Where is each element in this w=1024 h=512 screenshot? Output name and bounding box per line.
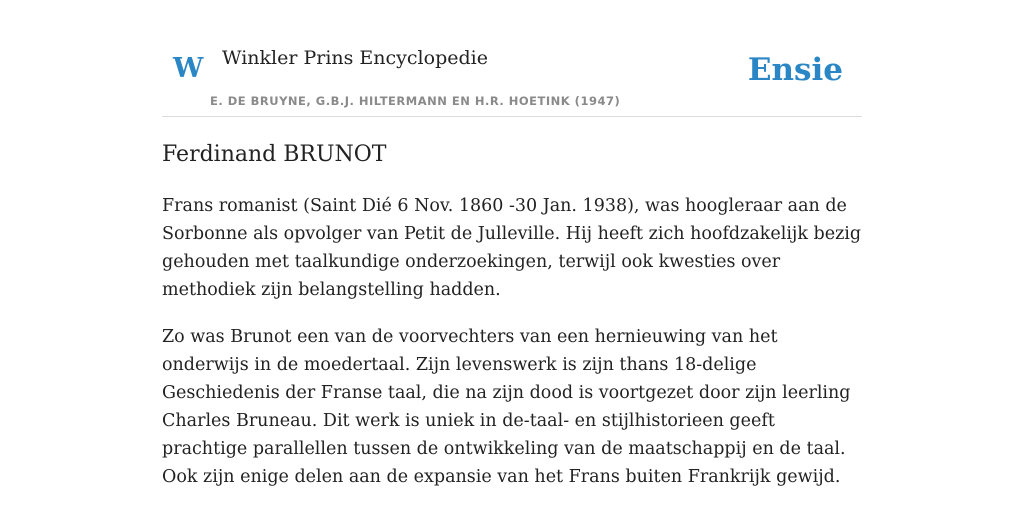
header bbox=[162, 0, 862, 117]
article-paragraph: Zo was Brunot een van de voorvechters van een hernieuwing van het onderwijs in de moedertaal. Zijn levenswerk is zijn thans 18-delige Geschiedenis der Franse taal, die na zijn dood is voortgezet door zijn leerling Charles Bruneau. Dit werk is uniek in de-taal- en stijlhistorieen geeft prachtige parallellen tussen de ontwikkeling van de maatschappij en de taal. Ook zijn enige delen aan de expansie van het Frans buiten Frankrijk gewijd. bbox=[162, 327, 851, 487]
article-card bbox=[162, 0, 862, 512]
ensie-logo[interactable]: Ensie bbox=[747, 52, 843, 88]
site-title[interactable]: Winkler Prins Encyclopedie bbox=[222, 47, 488, 69]
article-paragraph: Frans romanist (Saint Dié 6 Nov. 1860 -30 Jan. 1938), was hoogleraar aan de Sorbonne als opvolger van Petit de Julleville. Hij heeft zich hoofdzakelijk bezig gehouden met taalkundige onderzoekingen, terwijl ook kwesties over methodiek zijn belangstelling hadden. bbox=[162, 196, 862, 300]
winkler-prins-logo[interactable]: W bbox=[173, 53, 204, 84]
authors-line: E. DE BRUYNE, G.B.J. HILTERMANN EN H.R. HOETINK (1947) bbox=[210, 94, 621, 108]
article-title: Ferdinand BRUNOT bbox=[162, 142, 387, 167]
